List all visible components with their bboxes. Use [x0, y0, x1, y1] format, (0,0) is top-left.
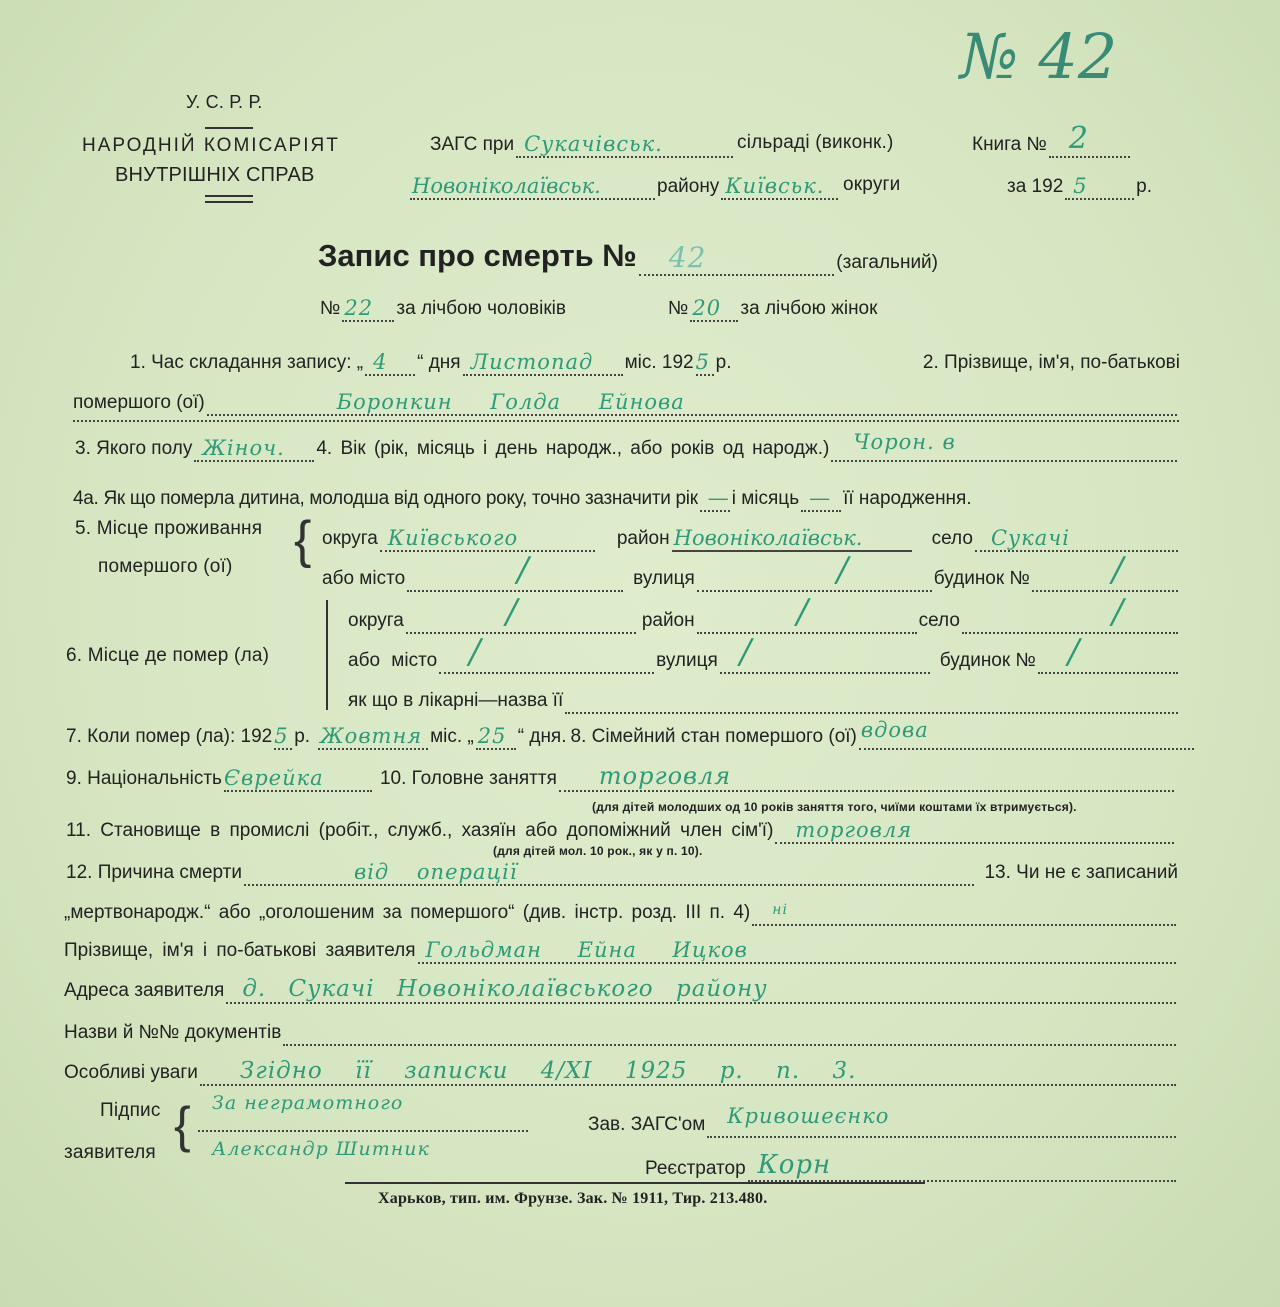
- f5-okruha: Київського: [387, 526, 519, 550]
- raion-field[interactable]: [410, 170, 655, 200]
- f4a-year-field[interactable]: [700, 482, 730, 512]
- applicant-address-row: [64, 974, 1178, 1004]
- f9-value: Єврейка: [223, 766, 324, 790]
- f13-field[interactable]: [752, 896, 1176, 926]
- divider: [205, 201, 253, 203]
- f8-value: вдова: [860, 718, 929, 742]
- okruha-value: Київськ.: [725, 174, 825, 198]
- women-count-row: [668, 292, 938, 322]
- brace-line: [326, 600, 328, 710]
- raion-label: району: [657, 176, 720, 197]
- f12-label: 12. Причина смерти: [66, 862, 242, 883]
- f5-misto: /: [517, 550, 530, 590]
- page-title: Запис про смерть №: [318, 238, 637, 273]
- field-13-row: [64, 896, 1178, 926]
- f5-selo-field[interactable]: [975, 522, 1178, 552]
- f1-day: 4: [373, 350, 388, 374]
- f6-row-2: [348, 632, 1180, 674]
- org-line-2: ВНУТРІШНІХ СПРАВ: [115, 164, 315, 186]
- okruha-label: округа: [348, 610, 404, 631]
- year-row: [1007, 170, 1152, 200]
- f6-vulytsia-field[interactable]: [720, 632, 930, 674]
- head-label: Зав. ЗАГС'ом: [588, 1114, 706, 1135]
- no-sign: №: [320, 298, 341, 319]
- f7-mis: міс. „: [430, 726, 474, 747]
- f6-label: 6. Місце де помер (ла): [66, 645, 270, 666]
- book-value: 2: [1068, 121, 1090, 156]
- misto-label: або місто: [322, 568, 406, 589]
- divider: [205, 127, 253, 129]
- f2-label2: помершого (ої): [73, 392, 205, 413]
- raion-label: район: [641, 610, 695, 631]
- head-row: [588, 1104, 1178, 1138]
- raion-label: район: [616, 528, 670, 549]
- f4-value: Чорон. в: [853, 430, 956, 454]
- divider: [205, 195, 253, 197]
- documents-row: [64, 1016, 1178, 1046]
- brace: {: [174, 1097, 191, 1153]
- applicant-name-row: [64, 934, 1178, 964]
- registrar-signature-field[interactable]: [748, 1152, 1176, 1182]
- selo-label: село: [918, 610, 960, 631]
- f9-field[interactable]: [224, 762, 372, 792]
- f5-row-2: [322, 550, 1180, 592]
- f8-field[interactable]: [859, 720, 1194, 750]
- field-12-13-row: [66, 856, 1178, 886]
- signature-label-1: Підпис: [100, 1100, 161, 1121]
- f5-row-1: [322, 522, 1180, 552]
- f6-okruha: /: [505, 592, 519, 632]
- f1-r: р.: [715, 352, 732, 373]
- field-9-10-row: [66, 762, 1176, 792]
- f6-row-1: [348, 592, 1180, 634]
- f6-row-3: [348, 684, 1180, 714]
- f8-label: 8. Сімейний стан помершого (ої): [570, 726, 857, 747]
- f5-misto-field[interactable]: [407, 550, 623, 592]
- f10-value: торговля: [598, 762, 732, 790]
- okruha-label: округи: [843, 174, 901, 195]
- okruha-field[interactable]: [721, 170, 838, 200]
- f7-month: Жовтня: [320, 724, 423, 748]
- f6-raion: /: [796, 592, 810, 632]
- field-1-row: [130, 346, 1180, 376]
- f4a-suffix: її народження.: [843, 488, 972, 509]
- archive-number-handwritten: № 42: [960, 20, 1118, 93]
- f12-field[interactable]: [244, 856, 974, 886]
- field-3-4-row: [75, 432, 1179, 462]
- budynok-label: будинок №: [939, 650, 1036, 671]
- applicant-name-field[interactable]: [418, 934, 1176, 964]
- applicant-name-label: Прізвище, ім'я і по-батькові заявителя: [64, 940, 416, 961]
- zags-row: [430, 128, 735, 158]
- f5-raion-field[interactable]: [672, 522, 912, 552]
- signature-line: [198, 1130, 528, 1132]
- men-number: 22: [344, 296, 374, 320]
- zags-label: ЗАГС при: [430, 134, 515, 155]
- notes-row: [64, 1056, 1178, 1086]
- f1-label: 1. Час складання запису: „: [130, 352, 364, 373]
- f7-year: 5: [274, 724, 289, 748]
- head-signature: Кривошеєнко: [727, 1104, 890, 1128]
- book-row: [972, 121, 1132, 158]
- notes-label: Особливі уваги: [64, 1062, 198, 1083]
- women-number-field[interactable]: [690, 292, 738, 322]
- notes-value: Згідно її записки 4/XI 1925 р. п. 3.: [239, 1058, 857, 1084]
- f4a-label: 4а. Як що померла дитина, молодша від одного року, точно зазначити рік: [73, 488, 698, 509]
- f6-budynok: /: [1067, 632, 1081, 672]
- f13-label2: „мертвонародж.“ або „оголошеним за помершого“ (див. інстр. розд. III п. 4): [64, 902, 751, 923]
- misto-label: або місто: [348, 650, 438, 671]
- field-2-row: [73, 386, 1179, 416]
- men-number-field[interactable]: [342, 292, 394, 322]
- f2-label: 2. Прізвище, ім'я, по-батькові: [922, 352, 1180, 373]
- org-line-1: НАРОДНІЙ КОМІСАРІЯТ: [82, 135, 340, 156]
- registrar-label: Реєстратор: [645, 1158, 746, 1179]
- silradi-label: сільраді (виконк.): [737, 132, 894, 153]
- f5-budynok-field[interactable]: [1032, 550, 1178, 592]
- f13-label: 13. Чи не є записаний: [984, 862, 1178, 883]
- vulytsia-label: вулиця: [633, 568, 695, 589]
- registrar-row: [645, 1152, 1178, 1182]
- f5-label1: 5. Місце проживання: [75, 518, 263, 539]
- f5-vulytsia-field[interactable]: [697, 550, 932, 592]
- okruha-label: округа: [322, 528, 378, 549]
- f3-label: 3. Якого полу: [75, 438, 193, 459]
- women-label: за лічбою жінок: [740, 298, 878, 319]
- signature-value-1: За неграмотного: [212, 1092, 404, 1114]
- record-number-field[interactable]: [639, 242, 834, 276]
- women-number: 20: [692, 296, 722, 320]
- field-11-row: [66, 814, 1176, 844]
- f1-year-field[interactable]: [696, 346, 714, 376]
- f12-value: від операції: [353, 860, 518, 884]
- f6-raion-field[interactable]: [697, 592, 917, 634]
- f11-note: (для дітей мол. 10 рок., як у п. 10).: [493, 844, 703, 858]
- f6-hospital-label: як що в лікарні—назва її: [348, 690, 564, 711]
- zags-field[interactable]: [516, 128, 733, 158]
- f1-day-field[interactable]: [365, 346, 415, 376]
- f4a-month-field[interactable]: [801, 482, 841, 512]
- f2-field[interactable]: [207, 386, 1177, 416]
- signature-value-2: Александр Шитник: [212, 1138, 430, 1160]
- applicant-address-field[interactable]: [226, 974, 1176, 1004]
- raion-value: Новоніколаївськ.: [412, 174, 601, 198]
- f6-okruha-field[interactable]: [406, 592, 636, 634]
- field-7-8-row: [66, 720, 1196, 750]
- f3-field[interactable]: [194, 432, 314, 462]
- general-label: (загальний): [836, 252, 938, 273]
- men-count-row: [320, 292, 630, 322]
- year-field[interactable]: [1065, 170, 1134, 200]
- f5-raion: Новоніколаївськ.: [673, 526, 863, 550]
- f5-selo: Сукачі: [990, 526, 1071, 550]
- f11-label: 11. Становище в промислі (робіт., служб., хазяїн або допоміжний член сім'ї): [66, 820, 774, 841]
- f10-label: 10. Головне заняття: [379, 768, 557, 789]
- f5-label2: помершого (ої): [98, 556, 233, 577]
- year-value: 5: [1073, 174, 1088, 198]
- book-label: Книга №: [972, 134, 1047, 155]
- documents-field[interactable]: [283, 1016, 1176, 1046]
- f1-month-field[interactable]: [463, 346, 623, 376]
- f4a-month: —: [809, 486, 832, 510]
- f4-field[interactable]: [831, 432, 1177, 462]
- applicant-address: д. Сукачі Новоніколаївського району: [242, 976, 768, 1002]
- f7-month-field[interactable]: [318, 720, 428, 750]
- f7-day-field[interactable]: [476, 720, 516, 750]
- f6-selo-field[interactable]: [962, 592, 1178, 634]
- year-suffix: р.: [1136, 176, 1152, 197]
- f9-label: 9. Національність: [66, 768, 222, 789]
- zags-value: Сукачівськ.: [524, 132, 663, 156]
- raion-row: [408, 170, 840, 200]
- brace: {: [294, 511, 312, 569]
- head-signature-field[interactable]: [707, 1104, 1176, 1138]
- f6-misto: /: [469, 632, 482, 672]
- applicant-name: Гольдман Ейна Ицков: [425, 938, 748, 962]
- f13-value: ні: [772, 902, 788, 918]
- f10-note: (для дітей молодших од 10 років заняття того, чиїми коштами їх втримується).: [592, 800, 1077, 814]
- f6-vulytsia: /: [739, 632, 753, 672]
- record-number: 42: [668, 241, 707, 274]
- registrar-signature: Корн: [757, 1150, 832, 1180]
- year-label: за 192: [1007, 176, 1064, 197]
- documents-label: Назви й №№ документів: [64, 1022, 282, 1043]
- f7-day: 25: [477, 724, 507, 748]
- f1-month: Листопад: [470, 350, 594, 374]
- f4a-year: —: [707, 486, 730, 510]
- signature-label-2: заявителя: [64, 1142, 156, 1163]
- title-row: [318, 232, 938, 276]
- f6-misto-field[interactable]: [439, 632, 654, 674]
- f7-day-suffix: “ дня.: [517, 726, 567, 747]
- state-label: У. С. Р. Р.: [186, 92, 263, 112]
- f5-vulytsia: /: [836, 550, 850, 590]
- f7-label: 7. Коли помер (ла): 192: [66, 726, 273, 747]
- f3-value: Жіноч.: [202, 436, 285, 460]
- vulytsia-label: вулиця: [656, 650, 718, 671]
- f11-field[interactable]: [775, 814, 1174, 844]
- f7-year-field[interactable]: [274, 720, 292, 750]
- f1-day-suffix: “ дня: [417, 352, 461, 373]
- f6-budynok-field[interactable]: [1038, 632, 1178, 674]
- men-label: за лічбою чоловіків: [396, 298, 566, 319]
- printer-footer: Харьков, тип. им. Фрунзе. Зак. № 1911, Тир. 213.480.: [378, 1190, 768, 1207]
- f1-mis: міс. 192: [624, 352, 694, 373]
- f11-value: торговля: [795, 818, 913, 842]
- applicant-address-label: Адреса заявителя: [64, 980, 225, 1001]
- extra-line: [73, 420, 1179, 422]
- f7-r: р.: [294, 726, 311, 747]
- f5-okruha-field[interactable]: [380, 522, 595, 552]
- f10-field[interactable]: [559, 762, 1174, 792]
- selo-label: село: [931, 528, 973, 549]
- f6-hospital-field[interactable]: [565, 684, 1178, 714]
- footer-rule: [345, 1182, 925, 1184]
- book-field[interactable]: [1049, 121, 1130, 158]
- f5-budynok: /: [1111, 550, 1125, 590]
- no-sign: №: [668, 298, 689, 319]
- f4-label: 4. Вік (рік, місяць і день народж., або років од народж.): [316, 438, 830, 459]
- notes-field[interactable]: [200, 1056, 1176, 1086]
- f1-year: 5: [695, 350, 710, 374]
- f2-value: Боронкин Голда Ейнова: [336, 390, 685, 414]
- f6-selo: /: [1111, 592, 1125, 632]
- budynok-label: будинок №: [933, 568, 1030, 589]
- f4a-month-label: і місяць: [731, 488, 800, 509]
- field-4a-row: [73, 482, 1179, 512]
